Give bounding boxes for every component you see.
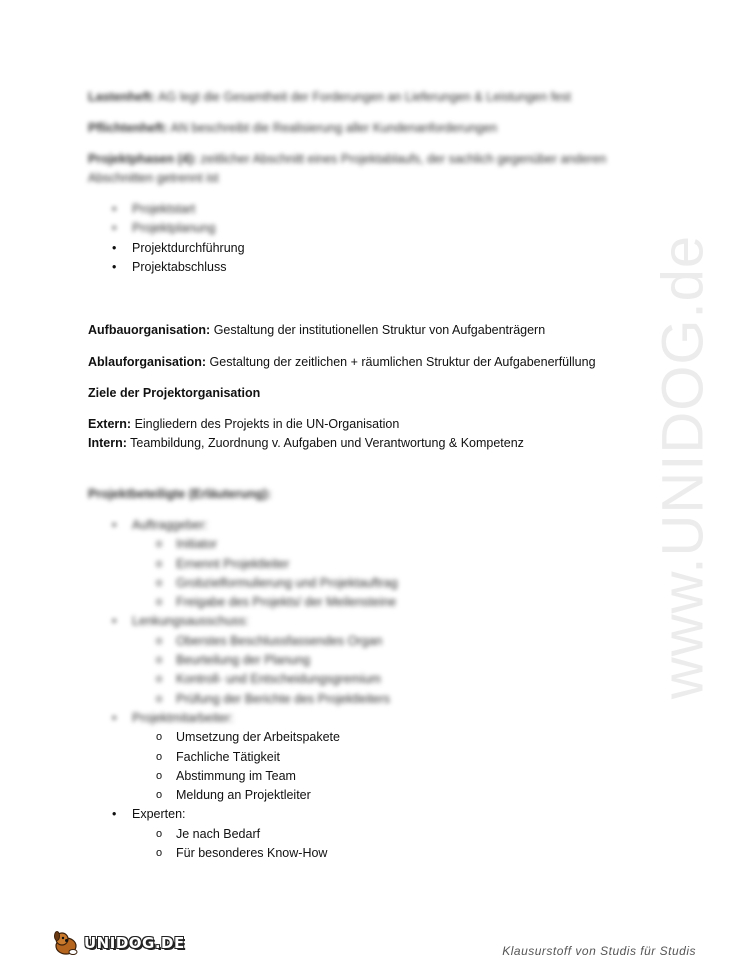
label-projektphasen: Projektphasen (4): <box>88 152 198 166</box>
list-item: o Initiator <box>156 537 217 552</box>
beteiligte-list <box>112 516 398 863</box>
list-item: • Projektdurchführung <box>112 240 245 255</box>
text-aufbau: Gestaltung der institutionellen Struktur von Aufgabenträgern <box>213 323 546 337</box>
list-item: o Fachliche Tätigkeit <box>156 749 280 764</box>
label-ablauf: Ablauforganisation: <box>88 355 207 369</box>
definition-projektphasen <box>88 150 618 188</box>
logo-text: UNIDOG.DE <box>84 934 185 952</box>
sub-list <box>132 825 398 864</box>
list-item: o Umsetzung der Arbeitspakete <box>156 730 340 745</box>
list-item: o Ernennt Projektleiter <box>156 556 290 571</box>
sub-list <box>132 535 398 612</box>
text-lastenheft: AG legt die Gesamtheit der Forderungen an Lieferungen & Leistungen fest <box>158 90 571 104</box>
list-item: o Grobzielformulierung und Projektauftrag <box>156 575 398 590</box>
list-item: • Experten: o Je nach Bedarf o Für besonderes Know-How <box>112 805 398 863</box>
heading-projektbeteiligte: Projektbeteiligte (Erläuterung): <box>88 487 272 501</box>
list-item: o Für besonderes Know-How <box>156 846 328 861</box>
list-item: • Projektstart <box>112 202 196 216</box>
list-item: o Je nach Bedarf <box>156 826 261 841</box>
definition-lastenheft <box>88 88 618 107</box>
ziel-intern <box>88 434 618 453</box>
unidog-logo[interactable] <box>52 928 185 958</box>
text-extern: Eingliedern des Projekts in die UN-Organisation <box>134 417 400 431</box>
phases-list <box>112 200 245 277</box>
list-item: • Projektmitarbeiter: o Umsetzung der Arbeitspakete o Fachliche Tätigkeit o Abstimmung im Team o Meldung an Projektleiter <box>112 709 398 805</box>
dog-icon <box>52 928 82 958</box>
list-item: o Oberstes Beschlussfassendes Organ <box>156 633 383 648</box>
label-aufbau: Aufbauorganisation: <box>88 323 211 337</box>
watermark: www.UNIDOG.de <box>650 234 716 700</box>
label-extern: Extern: <box>88 417 132 431</box>
label-pflichtenheft: Pflichtenheft: <box>88 121 168 135</box>
definition-aufbauorganisation <box>88 321 618 340</box>
definition-pflichtenheft <box>88 119 618 138</box>
definition-ablauforganisation <box>88 353 618 372</box>
list-item: • Projektplanung <box>112 221 216 236</box>
list-item: o Prüfung der Berichte des Projektleiters <box>156 691 390 706</box>
list-item: • Auftraggeber: o Initiator o Ernennt Projektleiter o Grobzielformulierung und Projektauftrag o Freigabe des Projekts/ der Meilensteine <box>112 516 398 612</box>
list-item: o Abstimmung im Team <box>156 768 296 783</box>
heading-ziele: Ziele der Projektorganisation <box>88 386 261 400</box>
list-item: • Lenkungsausschuss: o Oberstes Beschlussfassendes Organ o Beurteilung der Planung o Kontroll- und Entscheidungsgremium o Prüfung der Berichte des Projektleiters <box>112 612 398 708</box>
text-pflichtenheft: AN beschreibt die Realisierung aller Kundenanforderungen <box>170 121 498 135</box>
ziel-extern <box>88 415 618 434</box>
label-lastenheft: Lastenheft: <box>88 90 156 104</box>
sub-list <box>132 632 398 709</box>
list-item: o Meldung an Projektleiter <box>156 788 311 803</box>
label-intern: Intern: <box>88 436 127 450</box>
list-item: o Kontroll- und Entscheidungsgremium <box>156 672 381 687</box>
footer-slogan: Klausurstoff von Studis für Studis <box>502 944 696 958</box>
text-intern: Teambildung, Zuordnung v. Aufgaben und Verantwortung & Kompetenz <box>130 436 524 450</box>
list-item: o Freigabe des Projekts/ der Meilensteine <box>156 595 397 610</box>
list-item: • Projektabschluss <box>112 259 227 274</box>
sub-list <box>132 728 398 805</box>
list-item: o Beurteilung der Planung <box>156 653 311 668</box>
text-ablauf: Gestaltung der zeitlichen + räumlichen Struktur der Aufgabenerfüllung <box>209 355 596 369</box>
text-projektphasen: zeitlicher Abschnitt eines Projektablaufs, der sachlich gegenüber anderen Abschnitten getrennt ist <box>88 152 607 185</box>
